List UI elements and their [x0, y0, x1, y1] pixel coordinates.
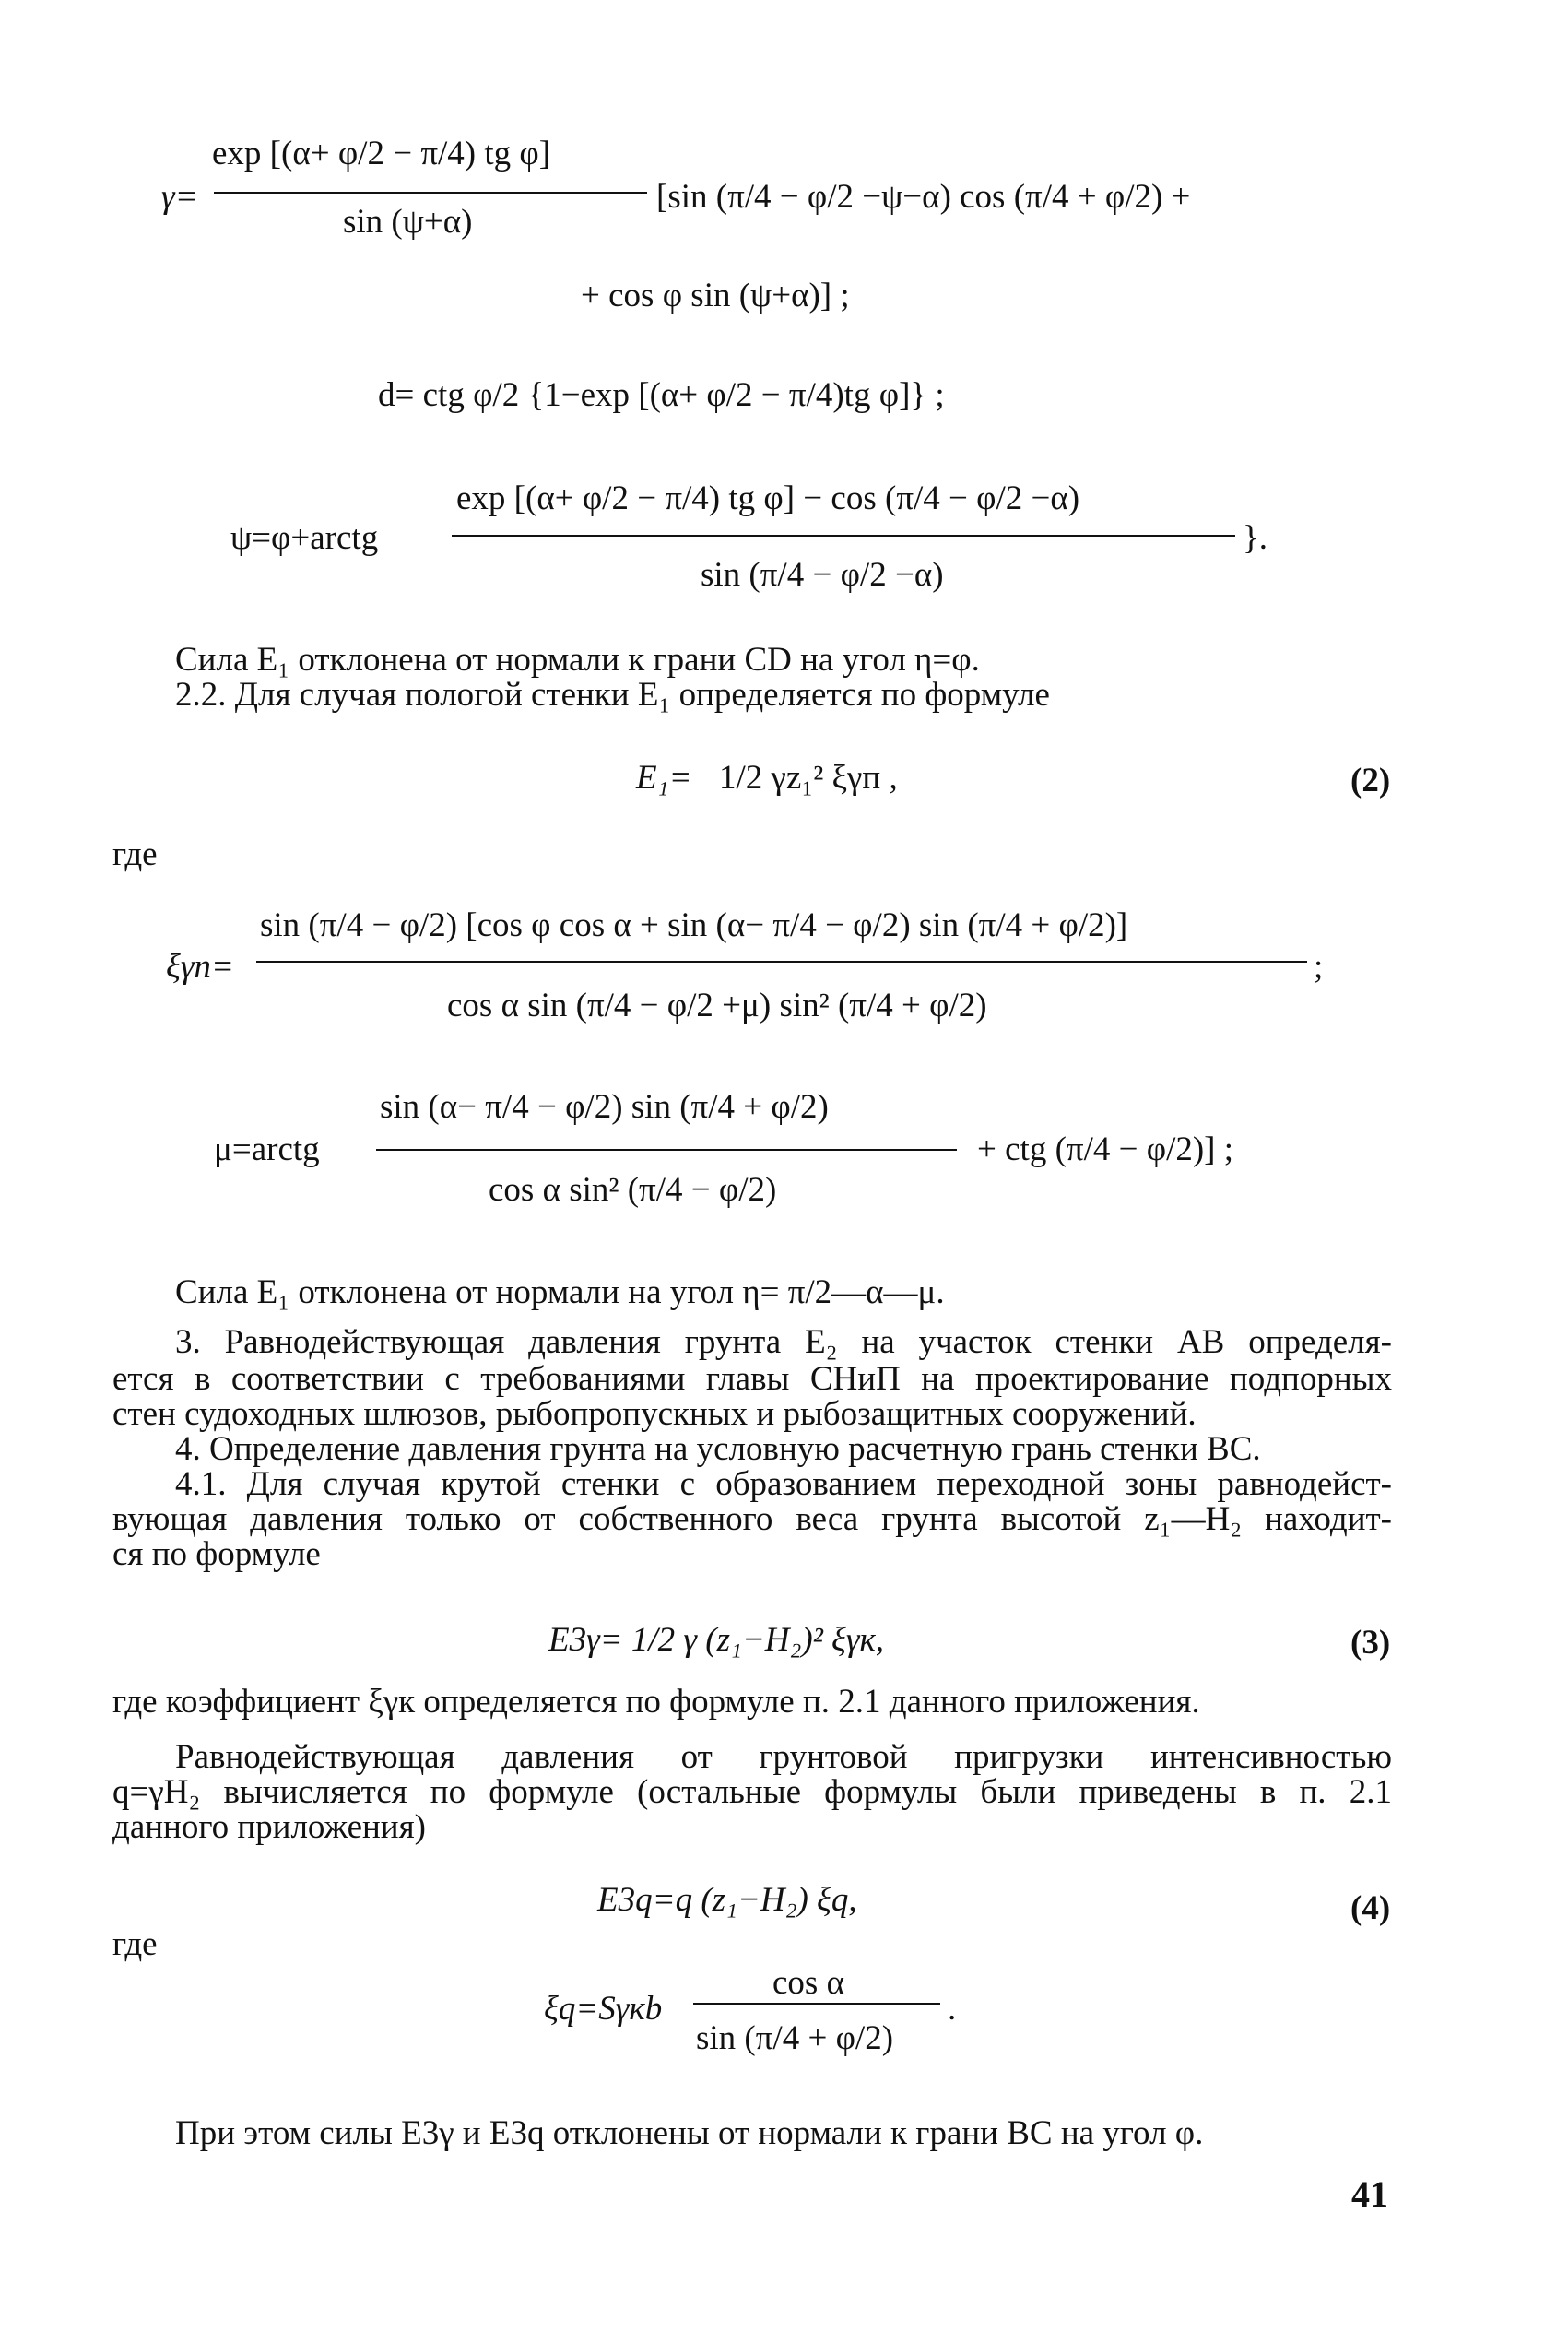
paragraph-4-1-line-2: вующая давления только от собственного веса грунта высотой z₁—H₂ находит- — [112, 1500, 1392, 1538]
formula-psi-numerator: exp [(α+ φ/2 − π/4) tg φ] − cos (π/4 − φ/2 −α) — [456, 479, 1080, 517]
fraction-bar — [693, 2003, 940, 2005]
formula-xiq-denominator: sin (π/4 + φ/2) — [696, 2019, 894, 2057]
formula-E3-q: E3q=q (z₁−H₂) ξq, — [597, 1881, 857, 1919]
fraction-bar — [452, 535, 1235, 537]
paragraph-3-line-1: 3. Равнодействующая давления грунта E₂ на участок стенки AB определя- — [175, 1323, 1392, 1361]
paragraph-4-1-line-3: ся по формуле — [112, 1535, 321, 1573]
final-statement: При этом силы E3γ и E3q отклонены от нормали к грани BC на угол φ. — [175, 2114, 1204, 2152]
formula-psi-lhs: ψ=φ+arctg — [230, 519, 379, 557]
equation-number-4: (4) — [1350, 1889, 1391, 1927]
formula-xi-numerator: sin (π/4 − φ/2) [cos φ cos α + sin (α− π/4 − φ/2) sin (π/4 + φ/2)] — [260, 906, 1128, 944]
formula-mu-denominator: cos α sin² (π/4 − φ/2) — [489, 1171, 777, 1209]
formula-xi-denominator: cos α sin (π/4 − φ/2 +μ) sin² (π/4 + φ/2) — [447, 987, 987, 1024]
formula-gamma-bracket: [sin (π/4 − φ/2 −ψ−α) cos (π/4 + φ/2) + — [656, 178, 1191, 216]
equation-number-3: (3) — [1350, 1624, 1391, 1662]
paragraph-resultant-line-2: q=γH₂ вычисляется по формуле (остальные формулы были приведены в п. 2.1 — [112, 1773, 1392, 1811]
text-line-2: 2.2. Для случая пологой стенки E₁ определяется по формуле — [175, 676, 1050, 714]
paragraph-resultant-line-1: Равнодействующая давления от грунтовой пригрузки интенсивностью — [175, 1738, 1392, 1776]
paragraph-3-line-2: ется в соответствии с требованиями главы СНиП на проектирование подпорных — [112, 1360, 1392, 1398]
formula-xiq-lhs: ξq=Sγкb — [544, 1990, 663, 2028]
text-line-3: Сила E₁ отклонена от нормали на угол η= π/2—α—μ. — [175, 1273, 945, 1311]
formula-xiq-numerator: cos α — [772, 1964, 844, 2002]
text-line-1: Сила E₁ отклонена от нормали к грани CD на угол η=φ. — [175, 641, 980, 679]
fraction-bar — [256, 961, 1307, 963]
paragraph-4-1-line-1: 4.1. Для случая крутой стенки с образованием переходной зоны равнодейст- — [175, 1465, 1392, 1503]
formula-gamma-lhs: γ= — [161, 178, 198, 216]
formula-E3-gamma: E3γ= 1/2 γ (z₁−H₂)² ξγк, — [548, 1621, 885, 1659]
formula-xi-lhs: ξγп= — [166, 948, 234, 986]
page-number: 41 — [1351, 2173, 1388, 2215]
formula-E1-rhs: 1/2 γz₁² ξγп , — [719, 759, 898, 797]
paragraph-resultant-line-3: данного приложения) — [112, 1808, 426, 1846]
fraction-bar — [214, 192, 647, 194]
formula-gamma-denominator: sin (ψ+α) — [343, 203, 473, 241]
formula-psi-denominator: sin (π/4 − φ/2 −α) — [701, 556, 944, 594]
formula-gamma-continuation: + cos φ sin (ψ+α)] ; — [581, 277, 850, 314]
formula-psi-end: }. — [1243, 519, 1268, 557]
formula-xi-end: ; — [1314, 948, 1324, 986]
paragraph-4: 4. Определение давления грунта на условную расчетную грань стенки BC. — [175, 1430, 1261, 1468]
formula-gamma-numerator: exp [(α+ φ/2 − π/4) tg φ] — [212, 135, 551, 172]
label-gde-2: где — [112, 1925, 158, 1963]
coefficient-note: где коэффициент ξγк определяется по формуле п. 2.1 данного приложения. — [112, 1683, 1200, 1721]
formula-d: d= ctg φ/2 {1−exp [(α+ φ/2 − π/4)tg φ]} ; — [378, 376, 945, 414]
formula-xiq-end: . — [948, 1990, 957, 2028]
formula-E1-lhs: E₁= — [636, 759, 692, 797]
label-gde-1: где — [112, 835, 158, 873]
formula-mu-tail: + ctg (π/4 − φ/2)] ; — [977, 1130, 1234, 1168]
equation-number-2: (2) — [1350, 762, 1391, 799]
paragraph-3-line-3: стен судоходных шлюзов, рыбопропускных и рыбозащитных сооружений. — [112, 1395, 1197, 1433]
formula-mu-lhs: μ=arctg — [214, 1130, 320, 1168]
formula-mu-numerator: sin (α− π/4 − φ/2) sin (π/4 + φ/2) — [380, 1088, 829, 1126]
fraction-bar — [376, 1149, 957, 1151]
